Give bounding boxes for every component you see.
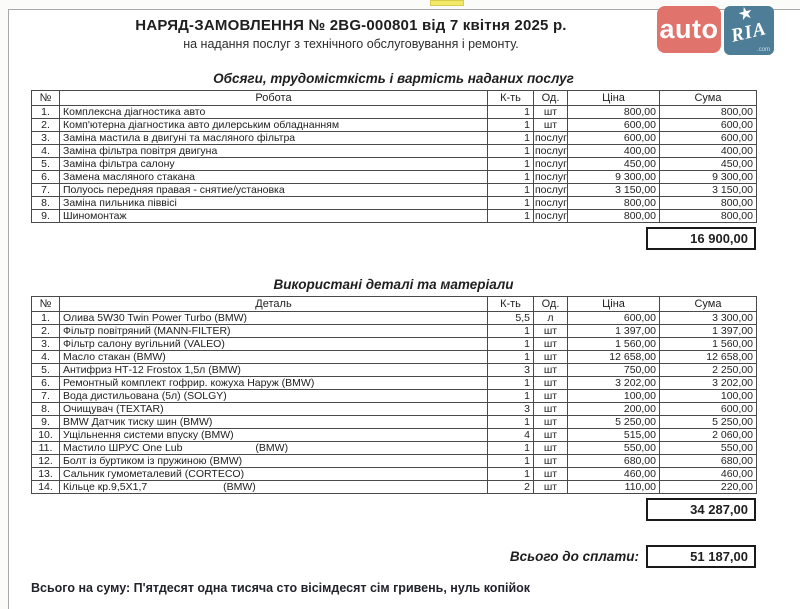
cell-sum: 1 397,00	[660, 325, 757, 338]
cell-sum: 3 150,00	[660, 184, 757, 197]
cell-sum: 2 060,00	[660, 429, 757, 442]
cell-row-number: 11.	[32, 442, 60, 455]
cell-item-name: Полуось передняя правая - снятие/установка	[60, 184, 488, 197]
column-header-price: Ціна	[568, 297, 660, 312]
cell-unit: послуг	[535, 145, 567, 157]
column-header-unit: Од.	[534, 297, 568, 312]
cell-unit: шт	[534, 416, 568, 429]
table-row	[32, 468, 757, 481]
auto-logo-badge	[657, 6, 721, 53]
table-row	[32, 442, 757, 455]
services-header-row	[32, 91, 757, 106]
cell-unit: шт	[534, 455, 568, 468]
cell-item-name: Заміна пильника піввісі	[60, 197, 488, 210]
cell-unit: послуг	[535, 171, 567, 183]
cell-sum: 450,00	[660, 158, 757, 171]
table-row	[32, 429, 757, 442]
cell-quantity: 1	[488, 184, 534, 197]
cell-quantity: 1	[488, 455, 534, 468]
services-total-value: 16 900,00	[646, 227, 756, 250]
services-table	[31, 90, 757, 223]
column-header-sum: Сума	[660, 91, 757, 106]
cell-sum: 400,00	[660, 145, 757, 158]
services-section-title: Обсяги, трудомісткість і вартість наданих послуг	[213, 71, 574, 86]
cell-item-name: Сальник гумометалевий (CORTECO)	[60, 468, 488, 481]
cell-quantity: 1	[488, 338, 534, 351]
cell-sum: 3 202,00	[660, 377, 757, 390]
cell-price: 515,00	[568, 429, 660, 442]
cell-row-number: 2.	[32, 325, 60, 338]
cell-price: 1 560,00	[568, 338, 660, 351]
parts-table	[31, 296, 757, 494]
table-row	[32, 312, 757, 325]
table-row	[32, 145, 757, 158]
cell-quantity: 2	[488, 481, 534, 494]
table-row	[32, 106, 757, 119]
column-header-unit: Од.	[534, 91, 568, 106]
cell-price: 200,00	[568, 403, 660, 416]
cell-sum: 1 560,00	[660, 338, 757, 351]
cell-unit: послуг	[535, 132, 567, 144]
cell-item-name: Фільтр салону вугільний (VALEO)	[60, 338, 488, 351]
table-row	[32, 132, 757, 145]
cell-unit: шт	[534, 468, 568, 481]
parts-total-row	[31, 498, 756, 521]
cell-quantity: 1	[488, 351, 534, 364]
cell-quantity: 1	[488, 468, 534, 481]
cell-price: 100,00	[568, 390, 660, 403]
document-sheet	[8, 9, 800, 609]
cell-sum: 800,00	[660, 210, 757, 223]
cell-sum: 9 300,00	[660, 171, 757, 184]
ria-logo-text: RIA	[728, 18, 769, 47]
cell-sum: 600,00	[660, 132, 757, 145]
cell-sum: 5 250,00	[660, 416, 757, 429]
ria-star-icon: ★	[735, 2, 756, 25]
cell-item-name: Комп'ютерна діагностика авто дилерським обладнанням	[60, 119, 488, 132]
cell-price: 5 250,00	[568, 416, 660, 429]
cell-row-number: 12.	[32, 455, 60, 468]
column-header-part: Деталь	[60, 297, 488, 312]
cell-quantity: 1	[488, 158, 534, 171]
cell-row-number: 6.	[32, 171, 60, 184]
cell-price: 1 397,00	[568, 325, 660, 338]
cell-item-name: Вода дистильована (5л) (SOLGY)	[60, 390, 488, 403]
cell-row-number: 6.	[32, 377, 60, 390]
cell-quantity: 3	[488, 403, 534, 416]
cell-sum: 2 250,00	[660, 364, 757, 377]
cell-item-name: Очищувач (TEXTAR)	[60, 403, 488, 416]
grand-total-row	[31, 545, 756, 568]
cell-unit: шт	[534, 442, 568, 455]
cell-item-name: Болт із буртиком із пружиною (BMW)	[60, 455, 488, 468]
cell-row-number: 4.	[32, 145, 60, 158]
ria-logo-badge	[724, 2, 774, 55]
cell-item-name: Кільце кр.9,5X1,7 (BMW)	[60, 481, 488, 494]
cell-quantity: 1	[488, 145, 534, 158]
cell-unit: шт	[534, 106, 568, 119]
cell-item-name: Масло стакан (BMW)	[60, 351, 488, 364]
column-header-price: Ціна	[568, 91, 660, 106]
cell-price: 12 658,00	[568, 351, 660, 364]
cell-quantity: 1	[488, 171, 534, 184]
amount-in-words: Всього на суму: П'ятдесят одна тисяча сто вісімдесят сім гривень, нуль копійок	[31, 581, 531, 595]
cell-row-number: 3.	[32, 338, 60, 351]
cell-unit: послуг	[535, 210, 567, 222]
cell-price: 110,00	[568, 481, 660, 494]
cell-unit: шт	[534, 429, 568, 442]
cell-unit: послуг	[535, 158, 567, 170]
cell-row-number: 7.	[32, 184, 60, 197]
cell-quantity: 1	[488, 197, 534, 210]
cell-price: 600,00	[568, 132, 660, 145]
cell-row-number: 5.	[32, 364, 60, 377]
table-row	[32, 403, 757, 416]
column-header-num: №	[32, 91, 60, 106]
cell-quantity: 5,5	[488, 312, 534, 325]
cell-unit: шт	[534, 351, 568, 364]
cell-row-number: 8.	[32, 197, 60, 210]
cell-quantity: 1	[488, 119, 534, 132]
cell-quantity: 1	[488, 210, 534, 223]
table-row	[32, 455, 757, 468]
cell-unit: л	[534, 312, 568, 325]
autoria-logo	[657, 2, 774, 55]
cell-sum: 460,00	[660, 468, 757, 481]
cell-item-name: Заміна фільтра повітря двигуна	[60, 145, 488, 158]
cell-item-name: Шиномонтаж	[60, 210, 488, 223]
cell-unit: послуг	[535, 184, 567, 196]
cell-unit: шт	[534, 119, 568, 132]
cell-row-number: 14.	[32, 481, 60, 494]
ria-com-text: .com	[756, 47, 770, 53]
cell-quantity: 1	[488, 377, 534, 390]
cell-sum: 800,00	[660, 197, 757, 210]
table-row	[32, 351, 757, 364]
cell-price: 9 300,00	[568, 171, 660, 184]
cell-item-name: Замена масляного стакана	[60, 171, 488, 184]
table-row	[32, 416, 757, 429]
cell-sum: 600,00	[660, 403, 757, 416]
cell-unit: шт	[534, 364, 568, 377]
cell-quantity: 1	[488, 390, 534, 403]
cell-row-number: 1.	[32, 312, 60, 325]
table-row	[32, 197, 757, 210]
cell-price: 800,00	[568, 106, 660, 119]
table-row	[32, 377, 757, 390]
cell-unit: шт	[534, 338, 568, 351]
table-row	[32, 184, 757, 197]
cell-price: 450,00	[568, 158, 660, 171]
cell-item-name: Фільтр повітряний (MANN-FILTER)	[60, 325, 488, 338]
cell-row-number: 4.	[32, 351, 60, 364]
cell-sum: 220,00	[660, 481, 757, 494]
cell-item-name: Ремонтный комплект гофрир. кожуха Наруж (BMW)	[60, 377, 488, 390]
cell-price: 800,00	[568, 197, 660, 210]
cell-sum: 3 300,00	[660, 312, 757, 325]
cell-item-name: Мастило ШРУС One Lub (BMW)	[60, 442, 488, 455]
cell-price: 600,00	[568, 119, 660, 132]
services-total-row	[31, 227, 756, 250]
table-row	[32, 119, 757, 132]
cell-item-name: Заміна фільтра салону	[60, 158, 488, 171]
cell-row-number: 8.	[32, 403, 60, 416]
cell-sum: 12 658,00	[660, 351, 757, 364]
auto-logo-text: auto	[659, 14, 719, 44]
cell-row-number: 5.	[32, 158, 60, 171]
cell-row-number: 13.	[32, 468, 60, 481]
column-header-qty: К-ть	[488, 297, 534, 312]
cell-price: 460,00	[568, 468, 660, 481]
table-row	[32, 364, 757, 377]
cell-quantity: 1	[488, 132, 534, 145]
grand-total-label: Всього до сплати:	[509, 549, 639, 564]
cell-price: 3 150,00	[568, 184, 660, 197]
cell-unit: шт	[534, 390, 568, 403]
cell-price: 680,00	[568, 455, 660, 468]
cell-quantity: 1	[488, 442, 534, 455]
cell-quantity: 4	[488, 429, 534, 442]
table-row	[32, 325, 757, 338]
cell-row-number: 10.	[32, 429, 60, 442]
cell-item-name: Антифриз НТ-12 Frostox 1,5л (BMW)	[60, 364, 488, 377]
parts-total-value: 34 287,00	[646, 498, 756, 521]
column-header-qty: К-ть	[488, 91, 534, 106]
cell-row-number: 9.	[32, 210, 60, 223]
cell-price: 550,00	[568, 442, 660, 455]
cell-unit: шт	[534, 403, 568, 416]
cell-row-number: 1.	[32, 106, 60, 119]
grand-total-value: 51 187,00	[646, 545, 756, 568]
cell-item-name: BMW Датчик тиску шин (BMW)	[60, 416, 488, 429]
cell-item-name: Ущільнення системи впуску (BMW)	[60, 429, 488, 442]
cell-price: 3 202,00	[568, 377, 660, 390]
cell-item-name: Олива 5W30 Twin Power Turbo (BMW)	[60, 312, 488, 325]
table-row	[32, 171, 757, 184]
cell-price: 750,00	[568, 364, 660, 377]
cell-unit: шт	[534, 481, 568, 494]
document-subtitle: на надання послуг з технічного обслуговування і ремонту.	[183, 37, 519, 51]
cell-item-name: Заміна мастила в двигуні та масляного фільтра	[60, 132, 488, 145]
column-header-sum: Сума	[660, 297, 757, 312]
cell-quantity: 1	[488, 416, 534, 429]
cell-sum: 600,00	[660, 119, 757, 132]
cell-item-name: Комплексна діагностика авто	[60, 106, 488, 119]
cell-row-number: 3.	[32, 132, 60, 145]
cell-unit: послуг	[535, 197, 567, 209]
cell-price: 800,00	[568, 210, 660, 223]
table-row	[32, 481, 757, 494]
table-row	[32, 158, 757, 171]
table-row	[32, 210, 757, 223]
cell-quantity: 1	[488, 325, 534, 338]
cell-sum: 680,00	[660, 455, 757, 468]
cell-price: 600,00	[568, 312, 660, 325]
column-header-num: №	[32, 297, 60, 312]
cell-quantity: 1	[488, 106, 534, 119]
cell-row-number: 9.	[32, 416, 60, 429]
column-header-work: Робота	[60, 91, 488, 106]
cell-unit: шт	[534, 377, 568, 390]
table-row	[32, 338, 757, 351]
cell-sum: 550,00	[660, 442, 757, 455]
parts-section-title: Використані деталі та матеріали	[273, 277, 514, 292]
cell-unit: шт	[534, 325, 568, 338]
cell-price: 400,00	[568, 145, 660, 158]
cell-quantity: 3	[488, 364, 534, 377]
cell-row-number: 2.	[32, 119, 60, 132]
cell-sum: 800,00	[660, 106, 757, 119]
cell-sum: 100,00	[660, 390, 757, 403]
table-row	[32, 390, 757, 403]
top-highlight-strip	[430, 0, 464, 6]
parts-header-row	[32, 297, 757, 312]
document-title: НАРЯД-ЗАМОВЛЕННЯ № 2BG-000801 від 7 квітня 2025 р.	[135, 17, 567, 34]
cell-row-number: 7.	[32, 390, 60, 403]
